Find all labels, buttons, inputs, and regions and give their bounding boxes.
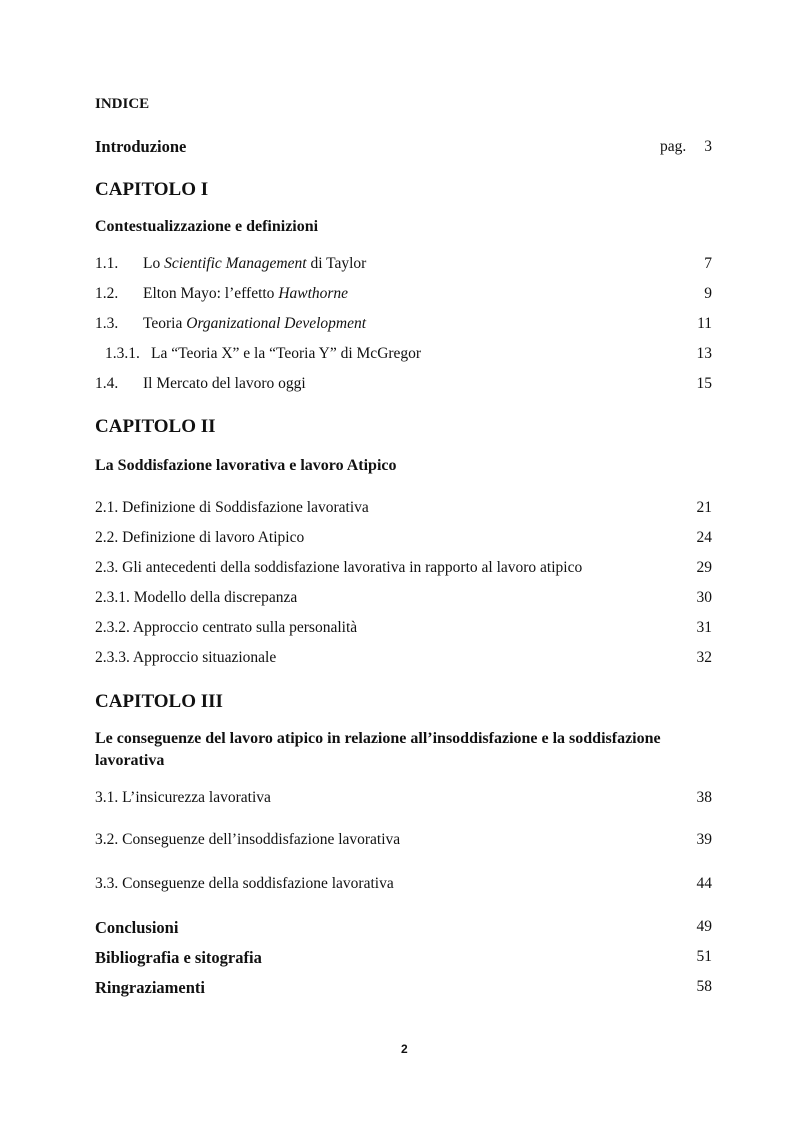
toc-entry-2-1-page: 21 — [696, 499, 712, 516]
toc-intro-label[interactable]: Introduzione — [95, 137, 187, 156]
toc-entry-2-3-3-page: 32 — [696, 649, 712, 666]
toc-conclusioni-page: 49 — [696, 918, 712, 935]
toc-entry-1-4[interactable]: Il Mercato del lavoro oggi — [143, 375, 306, 392]
toc-entry-2-3-3[interactable]: 2.3.3. Approccio situazionale — [95, 649, 277, 666]
toc-intro-pag-label: pag. — [660, 138, 687, 155]
toc-entry-3-2-page: 39 — [696, 831, 712, 848]
toc-entry-1-3-1-number: 1.3.1. — [105, 345, 140, 362]
toc-entry-1-4-page: 15 — [696, 375, 712, 392]
chapter-3-subtitle-line-2: lavorativa — [95, 752, 165, 769]
chapter-2-title: CAPITOLO II — [95, 416, 216, 437]
toc-entry-1-1-number: 1.1. — [95, 255, 119, 272]
toc-entry-2-3-2-page: 31 — [696, 619, 712, 636]
toc-conclusioni[interactable]: Conclusioni — [95, 918, 179, 937]
toc-entry-3-1-page: 38 — [696, 789, 712, 806]
toc-entry-1-4-number: 1.4. — [95, 375, 119, 392]
toc-entry-1-1[interactable]: Lo Scientific Management di Taylor — [143, 255, 367, 272]
toc-entry-2-2-page: 24 — [696, 529, 712, 546]
toc-entry-1-2-page: 9 — [704, 285, 712, 302]
toc-entry-2-3[interactable]: 2.3. Gli antecedenti della soddisfazione lavorativa in rapporto al lavoro atipico — [95, 559, 583, 576]
chapter-3-title: CAPITOLO III — [95, 691, 223, 712]
chapter-2-subtitle: La Soddisfazione lavorativa e lavoro Atipico — [95, 457, 397, 474]
toc-entry-3-3-page: 44 — [696, 875, 712, 892]
toc-entry-2-3-page: 29 — [696, 559, 712, 576]
toc-entry-1-2[interactable]: Elton Mayo: l’effetto Hawthorne — [143, 285, 349, 302]
toc-entry-2-3-2[interactable]: 2.3.2. Approccio centrato sulla personalità — [95, 619, 358, 636]
toc-ringraziamenti-page: 58 — [696, 978, 712, 995]
chapter-1-title: CAPITOLO I — [95, 179, 209, 200]
toc-entry-2-3-1-page: 30 — [696, 589, 712, 606]
toc-entry-1-3-number: 1.3. — [95, 315, 119, 332]
toc-bibliografia[interactable]: Bibliografia e sitografia — [95, 948, 262, 967]
toc-entry-1-3-page: 11 — [697, 315, 712, 332]
toc-intro-page: 3 — [704, 138, 712, 155]
toc-entry-2-1[interactable]: 2.1. Definizione di Soddisfazione lavorativa — [95, 499, 369, 516]
page-number: 2 — [401, 1042, 408, 1056]
toc-entry-3-1[interactable]: 3.1. L’insicurezza lavorativa — [95, 789, 271, 806]
toc-entry-1-3-1-page: 13 — [696, 345, 712, 362]
toc-entry-2-3-1[interactable]: 2.3.1. Modello della discrepanza — [95, 589, 298, 606]
toc-entry-1-1-page: 7 — [704, 255, 712, 272]
toc-bibliografia-page: 51 — [696, 948, 712, 965]
toc-entry-1-3-1[interactable]: La “Teoria X” e la “Teoria Y” di McGregor — [151, 345, 422, 362]
index-title: INDICE — [95, 96, 150, 112]
toc-entry-2-2[interactable]: 2.2. Definizione di lavoro Atipico — [95, 529, 305, 546]
toc-ringraziamenti[interactable]: Ringraziamenti — [95, 978, 205, 997]
toc-entry-1-3[interactable]: Teoria Organizational Development — [143, 315, 367, 332]
chapter-3-subtitle-line-1: Le conseguenze del lavoro atipico in relazione all’insoddisfazione e la soddisfazione — [95, 730, 661, 747]
toc-entry-1-2-number: 1.2. — [95, 285, 119, 302]
toc-entry-3-2[interactable]: 3.2. Conseguenze dell’insoddisfazione lavorativa — [95, 831, 401, 848]
chapter-1-subtitle: Contestualizzazione e definizioni — [95, 218, 319, 235]
toc-entry-3-3[interactable]: 3.3. Conseguenze della soddisfazione lavorativa — [95, 875, 394, 892]
